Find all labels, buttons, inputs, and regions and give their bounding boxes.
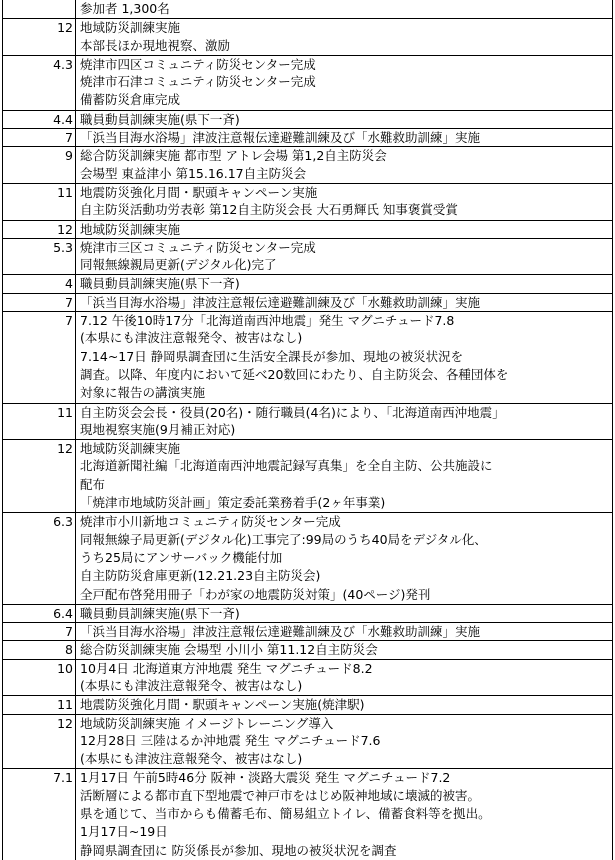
table-row xyxy=(2,220,613,238)
table-row xyxy=(2,110,613,128)
date-cell: 10 xyxy=(2,660,76,677)
date-cell xyxy=(2,476,76,494)
table-row xyxy=(2,91,613,109)
event-cell: 焼津市石津コミュニティ防災センター完成 xyxy=(76,73,613,91)
event-cell: 7.14~17日 静岡県調査団に生活安全課長が参加、現地の被災状況を xyxy=(76,348,613,366)
event-cell: 参加者 1,300名 xyxy=(76,0,613,18)
date-cell: 7 xyxy=(2,129,76,146)
date-cell: 4.4 xyxy=(2,111,76,128)
event-cell: 「浜当目海水浴場」津波注意報伝達避難訓練及び「水難救助訓練」実施 xyxy=(76,129,613,146)
table-row xyxy=(2,183,613,201)
date-cell: 12 xyxy=(2,715,76,732)
event-cell: 12月28日 三陸はるか沖地震 発生 マグニチュード7.6 xyxy=(76,732,613,750)
date-cell xyxy=(2,823,76,841)
date-cell: 12 xyxy=(2,440,76,457)
date-cell xyxy=(2,750,76,768)
table-row xyxy=(2,403,613,421)
table-row xyxy=(2,238,613,256)
date-cell xyxy=(2,256,76,274)
event-cell: 自主防防災倉庫更新(12.21.23自主防災会) xyxy=(76,567,613,585)
date-cell xyxy=(2,366,76,384)
table-row xyxy=(2,695,613,713)
date-cell xyxy=(2,0,76,18)
date-cell xyxy=(2,677,76,695)
date-cell: 12 xyxy=(2,19,76,36)
event-cell: 地域防災訓練実施 イメージトレーニング導入 xyxy=(76,715,613,732)
event-cell: 総合防災訓練実施 都市型 アトレ会場 第1,2自主防災会 xyxy=(76,147,613,164)
event-cell: 同報無線親局更新(デジタル化)完了 xyxy=(76,256,613,274)
table-row xyxy=(2,732,613,750)
table-row xyxy=(2,457,613,475)
date-cell: 4 xyxy=(2,275,76,292)
table-row xyxy=(2,128,613,146)
table-row xyxy=(2,494,613,512)
date-cell xyxy=(2,567,76,585)
date-cell: 11 xyxy=(2,184,76,201)
table-row xyxy=(2,293,613,311)
table-row xyxy=(2,842,613,860)
event-cell: 地震防災強化月間・駅頭キャンペーン実施(焼津駅) xyxy=(76,696,613,713)
event-cell: 「焼津市地域防災計画」策定委託業務着手(2ヶ年事業) xyxy=(76,494,613,512)
date-cell xyxy=(2,494,76,512)
table-row xyxy=(2,146,613,164)
table-row xyxy=(2,311,613,329)
date-cell xyxy=(2,586,76,604)
event-cell: 1月17日~19日 xyxy=(76,823,613,841)
date-cell xyxy=(2,787,76,805)
date-cell: 7 xyxy=(2,623,76,640)
date-cell: 8 xyxy=(2,641,76,658)
table-row xyxy=(2,659,613,677)
event-cell: 10月4日 北海道東方沖地震 発生 マグニチュード8.2 xyxy=(76,660,613,677)
event-cell: 職員動員訓練実施(県下一斉) xyxy=(76,605,613,622)
event-cell: 地域防災訓練実施 xyxy=(76,19,613,36)
event-cell: (本県にも津波注意報発令、被害はなし) xyxy=(76,750,613,768)
table-row xyxy=(2,73,613,91)
chronology-table xyxy=(2,0,613,860)
date-cell: 7.1 xyxy=(2,769,76,786)
event-cell: 地域防災訓練実施 xyxy=(76,221,613,238)
event-cell: 活断層による都市直下型地震で神戸市をはじめ阪神地域に壊滅的被害。 xyxy=(76,787,613,805)
event-cell: 「浜当目海水浴場」津波注意報伝達避難訓練及び「水難救助訓練」実施 xyxy=(76,623,613,640)
table-row xyxy=(2,476,613,494)
event-cell: 調査。以降、年度内において延べ20数回にわたり、自主防災会、各種団体を xyxy=(76,366,613,384)
table-row xyxy=(2,531,613,549)
date-cell xyxy=(2,37,76,55)
date-cell xyxy=(2,549,76,567)
event-cell: 「浜当目海水浴場」津波注意報伝達避難訓練及び「水難救助訓練」実施 xyxy=(76,294,613,311)
event-cell: 総合防災訓練実施 会場型 小川小 第11.12自主防災会 xyxy=(76,641,613,658)
table-row xyxy=(2,384,613,402)
event-cell: 同報無線子局更新(デジタル化)工事完了:99局のうち40局をデジタル化、 xyxy=(76,531,613,549)
table-row xyxy=(2,274,613,292)
table-row xyxy=(2,805,613,823)
table-row xyxy=(2,256,613,274)
date-cell: 11 xyxy=(2,696,76,713)
event-cell: 全戸配布啓発用冊子「わが家の地震防災対策」(40ページ)発刊 xyxy=(76,586,613,604)
table-row xyxy=(2,512,613,530)
event-cell: うち25局にアンサーバック機能付加 xyxy=(76,549,613,567)
table-row xyxy=(2,201,613,219)
date-cell xyxy=(2,805,76,823)
event-cell: 地域防災訓練実施 xyxy=(76,440,613,457)
date-cell: 9 xyxy=(2,147,76,164)
date-cell xyxy=(2,329,76,347)
date-cell xyxy=(2,348,76,366)
table-row xyxy=(2,622,613,640)
date-cell xyxy=(2,384,76,402)
event-cell: 1月17日 午前5時46分 阪神・淡路大震災 発生 マグニチュード7.2 xyxy=(76,769,613,786)
event-cell: 会場型 東益津小 第15.16.17自主防災会 xyxy=(76,165,613,183)
event-cell: 地震防災強化月間・駅頭キャンペーン実施 xyxy=(76,184,613,201)
table-row xyxy=(2,586,613,604)
event-cell: 自主防災会会長・役員(20名)・随行職員(4名)により、「北海道南西沖地震」 xyxy=(76,404,613,421)
table-row xyxy=(2,714,613,732)
date-cell: 7 xyxy=(2,294,76,311)
table-row xyxy=(2,567,613,585)
table-row xyxy=(2,366,613,384)
date-cell xyxy=(2,73,76,91)
event-cell: 焼津市小川新地コミュニティ防災センター完成 xyxy=(76,513,613,530)
event-cell: 北海道新聞社編「北海道南西沖地震記録写真集」を全自主防、公共施設に xyxy=(76,457,613,475)
event-cell: 静岡県調査団に 防災係長が参加、現地の被災状況を調査 xyxy=(76,842,613,860)
event-cell: 備蓄防災倉庫完成 xyxy=(76,91,613,109)
date-cell: 11 xyxy=(2,404,76,421)
table-row xyxy=(2,348,613,366)
date-cell: 6.4 xyxy=(2,605,76,622)
date-cell xyxy=(2,531,76,549)
date-cell: 12 xyxy=(2,221,76,238)
date-cell xyxy=(2,201,76,219)
date-cell: 4.3 xyxy=(2,56,76,73)
event-cell: 職員動員訓練実施(県下一斉) xyxy=(76,275,613,292)
table-row xyxy=(2,439,613,457)
event-cell: 対象に報告の講演実施 xyxy=(76,384,613,402)
table-row xyxy=(2,823,613,841)
table-row xyxy=(2,604,613,622)
date-cell: 6.3 xyxy=(2,513,76,530)
table-row xyxy=(2,0,613,18)
table-row xyxy=(2,55,613,73)
table-row xyxy=(2,549,613,567)
event-cell: 7.12 午後10時17分「北海道南西沖地震」発生 マグニチュード7.8 xyxy=(76,312,613,329)
date-cell xyxy=(2,842,76,860)
date-cell xyxy=(2,421,76,439)
event-cell: (本県にも津波注意報発令、被害はなし) xyxy=(76,329,613,347)
event-cell: (本県にも津波注意報発令、被害はなし) xyxy=(76,677,613,695)
table-row xyxy=(2,768,613,786)
event-cell: 焼津市三区コミュニティ防災センター完成 xyxy=(76,239,613,256)
event-cell: 焼津市四区コミュニティ防災センター完成 xyxy=(76,56,613,73)
date-cell xyxy=(2,91,76,109)
date-cell xyxy=(2,457,76,475)
date-cell xyxy=(2,732,76,750)
event-cell: 現地視察実施(9月補正対応) xyxy=(76,421,613,439)
date-cell: 7 xyxy=(2,312,76,329)
event-cell: 職員動員訓練実施(県下一斉) xyxy=(76,111,613,128)
event-cell: 自主防災活動功労表彰 第12自主防災会長 大石勇輝氏 知事褒賞受賞 xyxy=(76,201,613,219)
table-row xyxy=(2,787,613,805)
table-row xyxy=(2,37,613,55)
table-row xyxy=(2,677,613,695)
table-row xyxy=(2,165,613,183)
table-row xyxy=(2,640,613,658)
event-cell: 配布 xyxy=(76,476,613,494)
event-cell: 県を通じて、当市からも備蓄毛布、簡易組立トイレ、備蓄食料等を拠出。 xyxy=(76,805,613,823)
table-row xyxy=(2,329,613,347)
date-cell: 5.3 xyxy=(2,239,76,256)
event-cell: 本部長ほか現地視察、激励 xyxy=(76,37,613,55)
table-row xyxy=(2,421,613,439)
table-row xyxy=(2,750,613,768)
date-cell xyxy=(2,165,76,183)
table-row xyxy=(2,18,613,36)
